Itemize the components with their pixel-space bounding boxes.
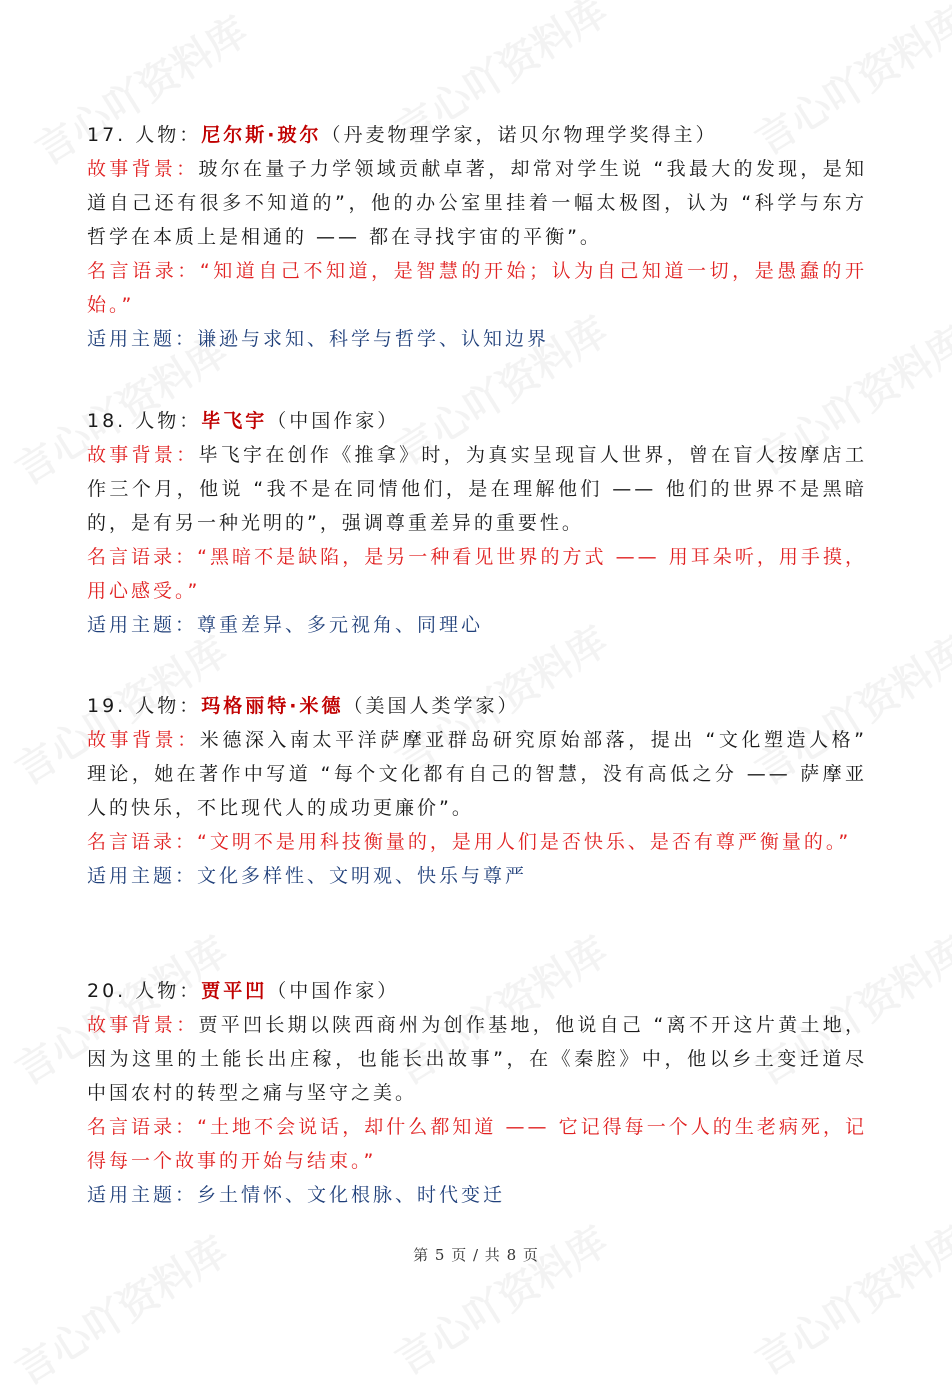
person-name: 玛格丽特·米德 [201,695,344,717]
entry-number: 19. [87,695,127,717]
quote-paragraph [87,825,867,859]
theme-line [87,859,867,893]
story-label: 故事背景： [87,158,199,180]
person-line [87,974,867,1008]
story-label: 故事背景： [87,444,199,466]
quote-label: 名言语录： [87,831,198,853]
person-label: 人物： [135,695,202,717]
story-paragraph [87,152,867,254]
entry-number: 20. [87,980,127,1002]
watermark [383,1211,617,1387]
entry-19 [87,689,877,893]
story-text: 毕飞宇在创作《推拿》时，为真实呈现盲人世界，曾在盲人按摩店工作三个月，他说 “我不是在同情他们，是在理解他们 —— 他们的世界不是黑暗的，是有另一种光明的”，强调尊重差异的重要性。 [87,444,867,534]
story-text: 贾平凹长期以陕西商州为创作基地，他说自己 “离不开这片黄土地，因为这里的土能长出庄稼，也能长出故事”，在《秦腔》中，他以乡土变迁道尽中国农村的转型之痛与坚守之美。 [87,1014,867,1104]
story-text: 米德深入南太平洋萨摩亚群岛研究原始部落，提出 “文化塑造人格” 理论，她在著作中写道 “每个文化都有自己的智慧，没有高低之分 —— 萨摩亚人的快乐，不比现代人的成功更廉价”。 [87,729,877,819]
entry-number: 17. [87,124,127,146]
story-paragraph [87,723,877,825]
quote-text: “黑暗不是缺陷，是另一种看见世界的方式 —— 用耳朵听，用手摸，用心感受。” [87,546,867,602]
entry-17 [87,118,867,356]
person-note: （丹麦物理学家，诺贝尔物理学奖得主） [321,124,718,146]
person-label: 人物： [135,980,202,1002]
watermark [743,1211,952,1387]
person-note: （中国作家） [267,410,400,432]
person-name: 尼尔斯·玻尔 [201,124,322,146]
theme-text: 乡土情怀、文化根脉、时代变迁 [197,1184,506,1206]
quote-paragraph [87,1110,867,1178]
person-note: （美国人类学家） [343,695,520,717]
quote-paragraph [87,254,867,322]
person-name: 贾平凹 [201,980,268,1002]
entry-number: 18. [87,410,127,432]
story-label: 故事背景： [87,729,200,751]
quote-label: 名言语录： [87,260,200,282]
theme-label: 适用主题： [87,1184,198,1206]
entry-18 [87,404,867,642]
quote-text: “知道自己不知道，是智慧的开始；认为自己知道一切，是愚蠢的开始。” [87,260,867,316]
quote-label: 名言语录： [87,546,198,568]
story-paragraph [87,438,867,540]
quote-label: 名言语录： [87,1116,198,1138]
person-name: 毕飞宇 [201,410,268,432]
person-label: 人物： [135,410,202,432]
theme-label: 适用主题： [87,328,198,350]
story-label: 故事背景： [87,1014,199,1036]
theme-label: 适用主题： [87,614,198,636]
person-label: 人物： [135,124,202,146]
theme-line [87,1178,867,1212]
theme-text: 文化多样性、文明观、快乐与尊严 [197,865,528,887]
person-line [87,118,867,152]
theme-line [87,608,867,642]
quote-text: “文明不是用科技衡量的，是用人们是否快乐、是否有尊严衡量的。” [197,831,852,853]
theme-line [87,322,867,356]
quote-paragraph [87,540,867,608]
story-text: 玻尔在量子力学领域贡献卓著，却常对学生说 “我最大的发现，是知道自己还有很多不知道的”，他的办公室里挂着一幅太极图，认为 “科学与东方哲学在本质上是相通的 —— 都在寻找宇宙的平衡”。 [87,158,867,248]
page-footer: 第 5 页 / 共 8 页 [413,1246,539,1264]
person-line [87,689,867,723]
entry-20 [87,974,867,1212]
person-line [87,404,867,438]
theme-text: 谦逊与求知、科学与哲学、认知边界 [197,328,550,350]
theme-label: 适用主题： [87,865,198,887]
theme-text: 尊重差异、多元视角、同理心 [197,614,484,636]
story-paragraph [87,1008,867,1110]
quote-text: “土地不会说话，却什么都知道 —— 它记得每一个人的生老病死，记得每一个故事的开始与结束。” [87,1116,867,1172]
person-note: （中国作家） [267,980,400,1002]
